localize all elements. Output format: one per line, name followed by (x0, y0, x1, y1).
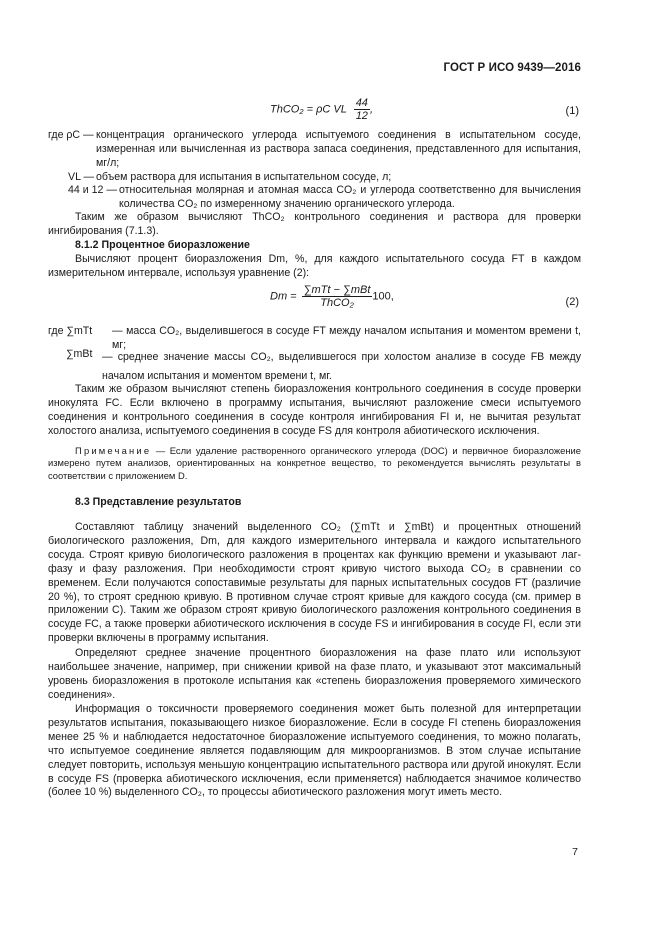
paragraph-plateau: Определяют среднее значение процентного биоразложения на фазе плато или используют наибольшее значение, например, при снижении кривой на фазе плато, и указывают этот максимальный уровень биоразложения в протоколе испытания как «степень биоразложения проверяемого химического соединения». (48, 647, 581, 701)
note-text: — Если удаление растворенного органического углерода (DOC) и первичное биоразложение измерено путем анализов, ориентированных на конкретное вещество, то рекомендуется вычислять результаты в соответствии с приложением D. (48, 445, 581, 481)
paragraph-thco2-control: Таким же образом вычисляют ThCO₂ контрольного соединения и раствора для проверки ингибирования (7.1.3). (48, 211, 581, 237)
def-vl-term: VL — (68, 171, 95, 183)
equation-1-number: (1) (565, 105, 579, 117)
section-8-1-2-title: 8.1.2 Процентное биоразложение (75, 239, 250, 251)
def-rho-term: где ρC — (48, 129, 94, 141)
def-44-12-term: 44 и 12 — (68, 184, 117, 196)
standard-header: ГОСТ Р ИСО 9439—2016 (443, 62, 581, 74)
paragraph-results-table: Составляют таблицу значений выделенного CO₂ (∑mTt и ∑mBt) и процентных отношений биологического разложения, Dm, для каждого измерительного интервала и каждого испытательного сосуда. Строят кривую биологического разложения в процентах как функцию времени и указывают лаг-фазу и фазу разложения. При необходимости строят кривую чистого выхода CO₂ в сравнении со временем. Если получаются сопоставимые результаты для парных испытательных сосудов FT (различие 20 %), то строят среднюю кривую. В противном случае строят кривые для каждого сосуда (см. пример в приложении С). Таким же образом строят кривую биологического разложения контрольного соединения в сосуде FC, а также проверки абиотического исключения в сосуде FS и ингибирования в сосуде FI, если эти проверки включены в программу испытания. (48, 521, 581, 645)
equation-2 (270, 284, 394, 309)
equation-2-denominator: ThCO₂ (320, 297, 354, 309)
def-sum-mtt-text: — масса CO₂, выделившегося в сосуде FT между началом испытания и моментом времени t, мг; (112, 325, 581, 351)
paragraph-toxicity: Информация о токсичности проверяемого соединения может быть полезной для интерпретации результатов испытания, показывающего низкое биоразложение. Если в сосуде FI степень биоразложения менее 25 % и наблюдается недостаточное биоразложение испытуемого соединения, то можно полагать, что испытуемое соединение является подавляющим для микроорганизмов. В этом случае испытание следует повторить, используя меньшую концентрацию испытательного раствора или другой инокулят. Если в сосуде FS (проверка абиотического исключения, если применяется) наблюдается значимое количество (более 10 %) выделенного CO₂, то процессы абиотического разложения могут иметь место. (48, 703, 581, 799)
page-number: 7 (572, 846, 578, 858)
equation-2-tail: 100, (372, 290, 394, 303)
def-sum-mbt-term: ∑mBt (66, 348, 93, 360)
note-label: Примечание (75, 445, 152, 456)
note-block (48, 445, 581, 482)
equation-2-fraction (302, 284, 373, 309)
equation-2-number: (2) (565, 296, 579, 308)
equation-1-lhs: ThCO₂ = ρC VL (270, 103, 347, 116)
def-vl-text: объем раствора для испытания в испытательном сосуде, л; (96, 171, 392, 183)
equation-1-numerator: 44 (355, 97, 368, 109)
def-sum-mbt-text: — среднее значение массы CO₂, выделившегося при холостом анализе в сосуде FB между началом испытания и моментом времени t, мг. (102, 351, 581, 382)
def-rho-text: концентрация органического углерода испытуемого соединения в испытательном сосуде, измеренная или вычисленная из раствора запаса соединения, представленного для испытания, мг/л; (96, 129, 581, 169)
equation-1-fraction (354, 97, 370, 122)
paragraph-percent-biodeg: Вычисляют процент биоразложения Dm, %, для каждого испытательного сосуда FT в каждом измерительном интервале, используя уравнение (2): (48, 253, 581, 279)
paragraph-control-degradation: Таким же образом вычисляют степень биоразложения контрольного соединения в сосуде проверки инокулята FC. Если включено в программу испытания, вычисляют разложение смеси испытуемого соединения и контрольного соединения в сосуде контроля ингибирования FI и, не вычитая результат холостого анализа, испытуемого соединения в сосуде FS для контроля абиотического исключения. (48, 383, 581, 437)
equation-1-denominator: 12 (355, 110, 368, 122)
def-44-12-text: относительная молярная и атомная масса CO₂ и углерода соответственно для вычисления количества CO₂ по измеренному значению органического углерода. (119, 184, 581, 210)
equation-1-tail: , (369, 103, 373, 116)
equation-2-numerator: ∑mTt − ∑mBt (303, 284, 371, 296)
section-8-3-title: 8.3 Представление результатов (75, 496, 242, 508)
equation-2-lhs: Dm = (270, 290, 297, 303)
def-sum-mtt-term: где ∑mTt (48, 325, 93, 337)
equation-1 (270, 97, 373, 122)
